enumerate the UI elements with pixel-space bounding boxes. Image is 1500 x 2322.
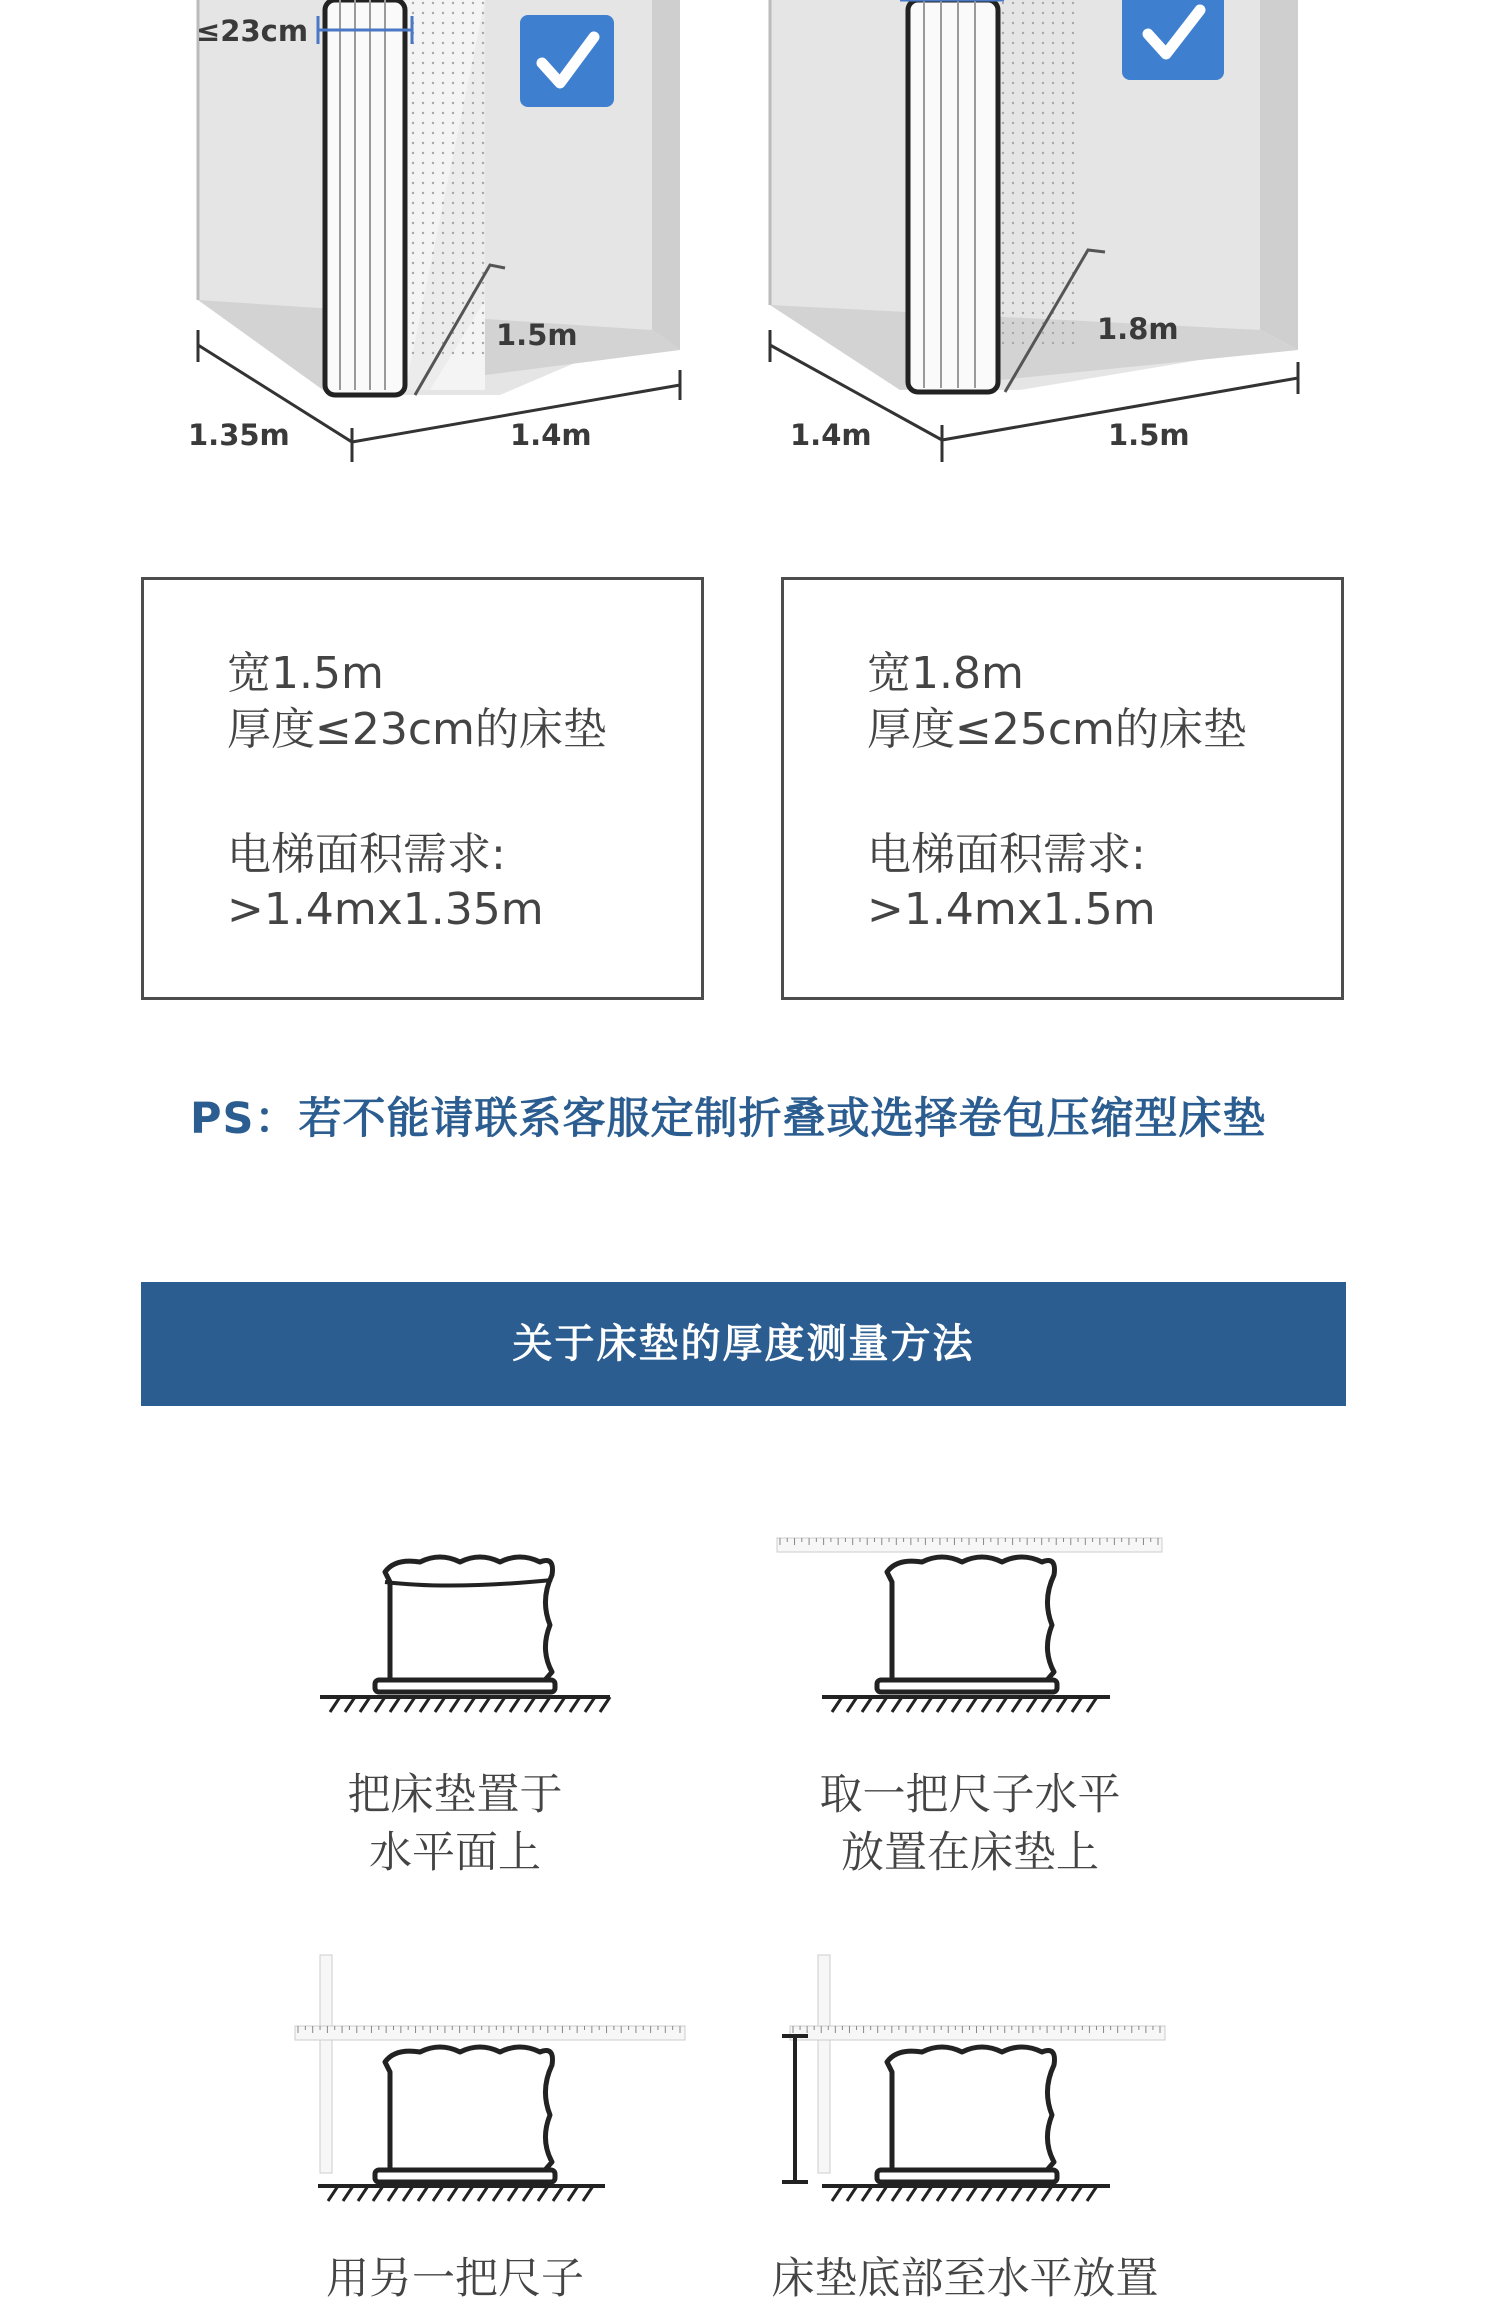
box-1-width: 宽1.5m (227, 648, 384, 699)
box-1-thickness: 厚度≤23cm的床垫 (227, 704, 607, 755)
bed-width-label-1: 1.5m (496, 318, 578, 352)
bed-width-label-2: 1.8m (1097, 312, 1179, 346)
box-1-area-value: >1.4mx1.35m (227, 884, 544, 935)
step-2-line-2: 放置在床垫上 (841, 1828, 1099, 1878)
step-1-line-1: 把床垫置于 (347, 1770, 563, 1820)
step-1-line-2: 水平面上 (369, 1828, 541, 1878)
section-title: 关于床垫的厚度测量方法 (512, 1321, 975, 1367)
ps-note: PS：若不能请联系客服定制折叠或选择卷包压缩型床垫 (190, 1094, 1267, 1144)
step-2-line-1: 取一把尺子水平 (819, 1770, 1121, 1820)
step-4-caption (755, 2250, 1175, 2308)
depth-label-2: 1.4m (790, 418, 872, 452)
thickness-label-1: ≤23cm (196, 14, 309, 48)
box-1-area-title: 电梯面积需求: (227, 829, 506, 880)
box-2-width: 宽1.8m (867, 648, 1024, 699)
step-3-line-1: 用另一把尺子 (326, 2254, 584, 2304)
width-label-1: 1.4m (510, 418, 592, 452)
box-2-thickness: 厚度≤25cm的床垫 (867, 704, 1247, 755)
step-4-line-1: 床垫底部至水平放置 (771, 2254, 1159, 2304)
box-2-area-value: >1.4mx1.5m (867, 884, 1156, 935)
depth-label-1: 1.35m (188, 418, 290, 452)
box-2-area-title: 电梯面积需求: (867, 829, 1146, 880)
width-label-2: 1.5m (1108, 418, 1190, 452)
